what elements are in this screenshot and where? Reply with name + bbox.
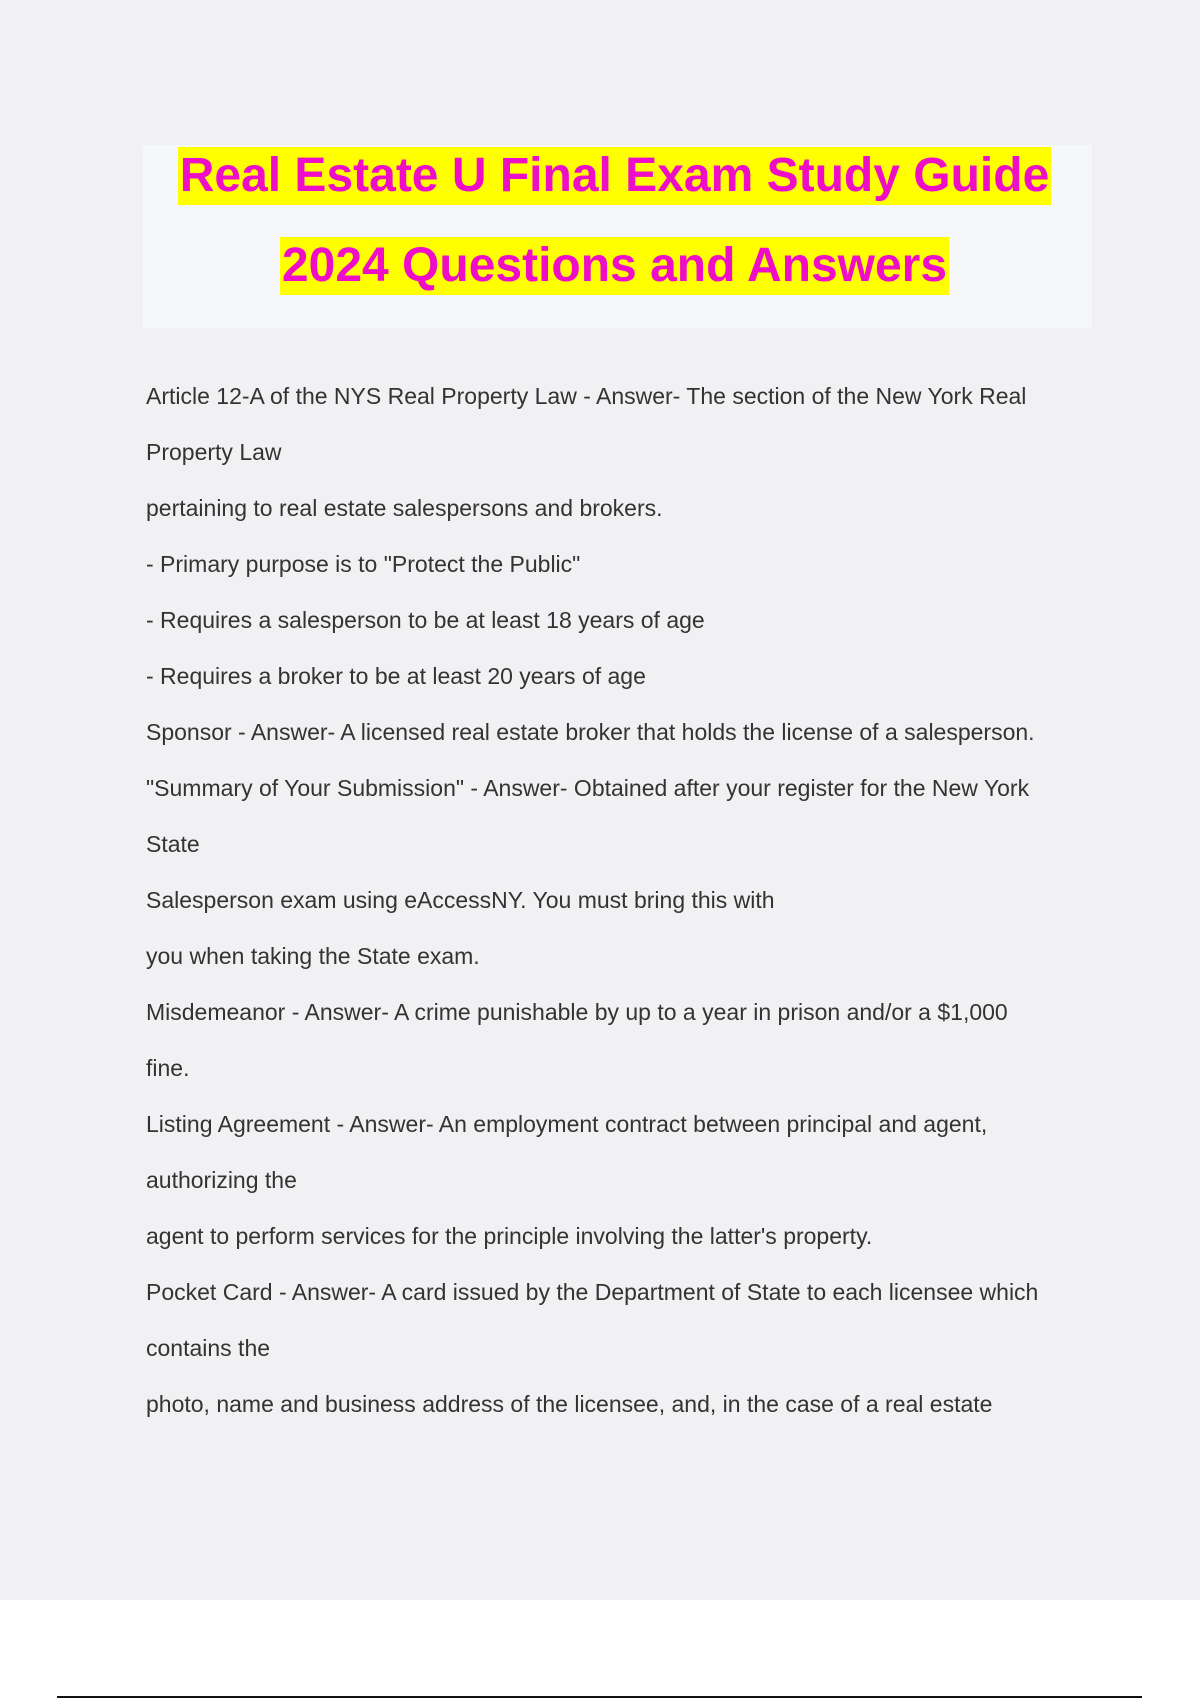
title-block [143,145,1092,328]
text-line: agent to perform services for the principle involving the latter's property. [146,1223,873,1249]
title-line-1-wrapper [158,147,1071,205]
text-line: you when taking the State exam. [146,943,480,969]
page-title-line-2: 2024 Questions and Answers [280,237,949,295]
text-line: "Summary of Your Submission" - Answer- Obtained after your register for the New York [146,775,1030,801]
footer-divider [57,1696,1142,1698]
text-line: Salesperson exam using eAccessNY. You must bring this with [146,887,775,913]
text-line: Sponsor - Answer- A licensed real estate broker that holds the license of a salesperson. [146,719,1035,745]
text-line: contains the [146,1335,271,1361]
text-line: pertaining to real estate salespersons and brokers. [146,495,663,521]
page-title-line-1: Real Estate U Final Exam Study Guide [178,147,1052,205]
document-body [146,368,1096,1432]
text-line: authorizing the [146,1167,297,1193]
text-line: State [146,831,200,857]
text-line: fine. [146,1055,190,1081]
text-line: - Requires a salesperson to be at least 18 years of age [146,607,705,633]
text-line: Pocket Card - Answer- A card issued by the Department of State to each licensee which [146,1279,1039,1305]
text-line: Article 12-A of the NYS Real Property Law - Answer- The section of the New York Real [146,383,1027,409]
text-line: - Requires a broker to be at least 20 years of age [146,663,646,689]
text-line: Listing Agreement - Answer- An employment contract between principal and agent, [146,1111,988,1137]
text-line: - Primary purpose is to "Protect the Public" [146,551,581,577]
text-line: Property Law [146,439,282,465]
text-line: Misdemeanor - Answer- A crime punishable by up to a year in prison and/or a $1,000 [146,999,1008,1025]
text-line: photo, name and business address of the licensee, and, in the case of a real estate [146,1391,993,1417]
title-line-2-wrapper [265,237,964,295]
